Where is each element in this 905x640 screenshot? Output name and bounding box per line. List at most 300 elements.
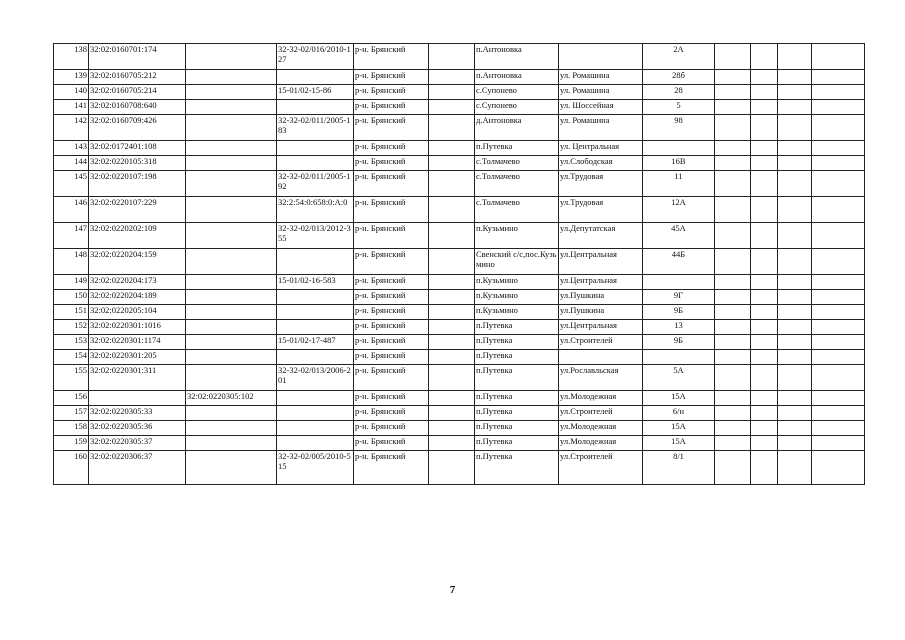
previous-number-cell — [186, 305, 277, 320]
registration-number-cell: 32-32-02/013/2012-355 — [277, 223, 354, 249]
row-number-cell: 138 — [54, 44, 89, 70]
previous-number-cell — [186, 249, 277, 275]
register-table — [53, 43, 865, 485]
house-number-cell: 28б — [643, 70, 715, 85]
blank-cell — [429, 115, 475, 141]
blank-cell — [751, 421, 778, 436]
row-number-cell: 144 — [54, 156, 89, 171]
blank-cell — [715, 350, 751, 365]
blank-cell — [751, 406, 778, 421]
previous-number-cell — [186, 115, 277, 141]
locality-cell: п.Путевка — [475, 350, 559, 365]
district-cell: р-н. Брянский — [354, 305, 429, 320]
blank-cell — [715, 44, 751, 70]
blank-cell — [778, 70, 812, 85]
blank-cell — [778, 275, 812, 290]
previous-number-cell — [186, 70, 277, 85]
row-number-cell: 151 — [54, 305, 89, 320]
blank-cell — [715, 290, 751, 305]
blank-cell — [751, 44, 778, 70]
blank-cell — [778, 350, 812, 365]
previous-number-cell — [186, 44, 277, 70]
cadastral-number-cell: 32:02:0160701:174 — [89, 44, 186, 70]
house-number-cell: 98 — [643, 115, 715, 141]
blank-cell — [812, 223, 865, 249]
blank-cell — [751, 350, 778, 365]
district-cell: р-н. Брянский — [354, 391, 429, 406]
street-cell: ул.Строителей — [559, 406, 643, 421]
blank-cell — [715, 70, 751, 85]
register-table-body — [54, 44, 865, 485]
blank-cell — [429, 421, 475, 436]
table-row — [54, 275, 865, 290]
locality-cell: п.Путевка — [475, 421, 559, 436]
street-cell: ул. Ромашина — [559, 70, 643, 85]
blank-cell — [715, 365, 751, 391]
table-row — [54, 156, 865, 171]
blank-cell — [429, 44, 475, 70]
cadastral-number-cell: 32:02:0220105:318 — [89, 156, 186, 171]
cadastral-number-cell: 32:02:0220202:109 — [89, 223, 186, 249]
blank-cell — [812, 85, 865, 100]
house-number-cell: 5 — [643, 100, 715, 115]
cadastral-number-cell: 32:02:0220205:104 — [89, 305, 186, 320]
previous-number-cell — [186, 350, 277, 365]
blank-cell — [812, 115, 865, 141]
blank-cell — [751, 100, 778, 115]
locality-cell: п.Путевка — [475, 451, 559, 485]
street-cell: ул.Центральная — [559, 275, 643, 290]
blank-cell — [715, 115, 751, 141]
previous-number-cell — [186, 223, 277, 249]
blank-cell — [778, 305, 812, 320]
blank-cell — [751, 156, 778, 171]
district-cell: р-н. Брянский — [354, 451, 429, 485]
blank-cell — [751, 451, 778, 485]
blank-cell — [812, 421, 865, 436]
house-number-cell: 9Б — [643, 305, 715, 320]
previous-number-cell — [186, 365, 277, 391]
house-number-cell: 11 — [643, 171, 715, 197]
table-row — [54, 171, 865, 197]
blank-cell — [812, 171, 865, 197]
street-cell: ул.Депутатская — [559, 223, 643, 249]
blank-cell — [812, 406, 865, 421]
street-cell: ул.Рославльская — [559, 365, 643, 391]
cadastral-number-cell: 32:02:0220301:311 — [89, 365, 186, 391]
table-row — [54, 100, 865, 115]
blank-cell — [751, 275, 778, 290]
blank-cell — [812, 436, 865, 451]
row-number-cell: 146 — [54, 197, 89, 223]
registration-number-cell — [277, 141, 354, 156]
blank-cell — [715, 171, 751, 197]
blank-cell — [778, 100, 812, 115]
cadastral-number-cell: 32:02:0160705:214 — [89, 85, 186, 100]
table-row — [54, 305, 865, 320]
row-number-cell: 159 — [54, 436, 89, 451]
cadastral-number-cell: 32:02:0220301:1174 — [89, 335, 186, 350]
blank-cell — [429, 320, 475, 335]
blank-cell — [812, 141, 865, 156]
locality-cell: с.Толмачево — [475, 197, 559, 223]
table-row — [54, 197, 865, 223]
table-row — [54, 436, 865, 451]
cadastral-number-cell: 32:02:0220301:1016 — [89, 320, 186, 335]
blank-cell — [812, 320, 865, 335]
row-number-cell: 143 — [54, 141, 89, 156]
blank-cell — [429, 156, 475, 171]
previous-number-cell — [186, 171, 277, 197]
blank-cell — [751, 115, 778, 141]
street-cell: ул.Трудовая — [559, 197, 643, 223]
district-cell: р-н. Брянский — [354, 44, 429, 70]
blank-cell — [812, 100, 865, 115]
street-cell — [559, 44, 643, 70]
blank-cell — [429, 275, 475, 290]
street-cell: ул.Слободская — [559, 156, 643, 171]
street-cell: ул. Шоссейная — [559, 100, 643, 115]
blank-cell — [429, 365, 475, 391]
blank-cell — [778, 290, 812, 305]
blank-cell — [715, 305, 751, 320]
cadastral-number-cell: 32:02:0220301:205 — [89, 350, 186, 365]
blank-cell — [778, 85, 812, 100]
previous-number-cell — [186, 156, 277, 171]
registration-number-cell: 32-32-02/013/2006-201 — [277, 365, 354, 391]
blank-cell — [778, 335, 812, 350]
blank-cell — [429, 305, 475, 320]
locality-cell: с.Супонево — [475, 85, 559, 100]
house-number-cell: 12А — [643, 197, 715, 223]
blank-cell — [429, 335, 475, 350]
district-cell: р-н. Брянский — [354, 275, 429, 290]
table-row — [54, 249, 865, 275]
table-row — [54, 70, 865, 85]
previous-number-cell — [186, 197, 277, 223]
row-number-cell: 139 — [54, 70, 89, 85]
house-number-cell: 9Г — [643, 290, 715, 305]
blank-cell — [751, 249, 778, 275]
row-number-cell: 141 — [54, 100, 89, 115]
house-number-cell: 15А — [643, 391, 715, 406]
blank-cell — [715, 197, 751, 223]
previous-number-cell — [186, 275, 277, 290]
house-number-cell: 44Б — [643, 249, 715, 275]
house-number-cell: 13 — [643, 320, 715, 335]
row-number-cell: 153 — [54, 335, 89, 350]
table-row — [54, 406, 865, 421]
registration-number-cell — [277, 436, 354, 451]
registration-number-cell — [277, 305, 354, 320]
blank-cell — [751, 365, 778, 391]
registration-number-cell — [277, 156, 354, 171]
blank-cell — [751, 335, 778, 350]
row-number-cell: 148 — [54, 249, 89, 275]
blank-cell — [751, 141, 778, 156]
cadastral-number-cell — [89, 391, 186, 406]
cadastral-number-cell: 32:02:0220107:229 — [89, 197, 186, 223]
registration-number-cell: 32-32-02/011/2005-192 — [277, 171, 354, 197]
blank-cell — [778, 249, 812, 275]
table-row — [54, 44, 865, 70]
blank-cell — [751, 171, 778, 197]
street-cell: ул.Центральная — [559, 249, 643, 275]
locality-cell: п.Путевка — [475, 406, 559, 421]
blank-cell — [715, 451, 751, 485]
blank-cell — [429, 197, 475, 223]
row-number-cell: 154 — [54, 350, 89, 365]
street-cell: ул.Строителей — [559, 451, 643, 485]
blank-cell — [715, 223, 751, 249]
district-cell: р-н. Брянский — [354, 85, 429, 100]
table-row — [54, 391, 865, 406]
locality-cell: п.Путевка — [475, 436, 559, 451]
street-cell: ул.Молодежная — [559, 436, 643, 451]
blank-cell — [751, 320, 778, 335]
blank-cell — [812, 44, 865, 70]
cadastral-number-cell: 32:02:0220204:173 — [89, 275, 186, 290]
blank-cell — [751, 305, 778, 320]
table-row — [54, 320, 865, 335]
blank-cell — [778, 451, 812, 485]
blank-cell — [778, 115, 812, 141]
blank-cell — [812, 451, 865, 485]
cadastral-number-cell: 32:02:0172401:108 — [89, 141, 186, 156]
row-number-cell: 156 — [54, 391, 89, 406]
blank-cell — [715, 100, 751, 115]
blank-cell — [812, 275, 865, 290]
registration-number-cell — [277, 350, 354, 365]
cadastral-number-cell: 32:02:0220305:37 — [89, 436, 186, 451]
cadastral-number-cell: 32:02:0220305:33 — [89, 406, 186, 421]
district-cell: р-н. Брянский — [354, 320, 429, 335]
blank-cell — [429, 85, 475, 100]
row-number-cell: 160 — [54, 451, 89, 485]
district-cell: р-н. Брянский — [354, 156, 429, 171]
table-row — [54, 223, 865, 249]
blank-cell — [812, 290, 865, 305]
street-cell: ул. Ромашина — [559, 85, 643, 100]
registration-number-cell: 15-01/02-17-487 — [277, 335, 354, 350]
blank-cell — [751, 70, 778, 85]
page-number: 7 — [449, 584, 456, 596]
blank-cell — [429, 436, 475, 451]
registration-number-cell — [277, 421, 354, 436]
street-cell: ул.Трудовая — [559, 171, 643, 197]
table-row — [54, 350, 865, 365]
blank-cell — [429, 70, 475, 85]
blank-cell — [812, 70, 865, 85]
blank-cell — [778, 156, 812, 171]
blank-cell — [715, 275, 751, 290]
house-number-cell: 45А — [643, 223, 715, 249]
blank-cell — [812, 335, 865, 350]
cadastral-number-cell: 32:02:0220305:36 — [89, 421, 186, 436]
row-number-cell: 142 — [54, 115, 89, 141]
registration-number-cell — [277, 249, 354, 275]
locality-cell: с.Толмачево — [475, 156, 559, 171]
table-row — [54, 421, 865, 436]
row-number-cell: 140 — [54, 85, 89, 100]
blank-cell — [778, 223, 812, 249]
locality-cell: п.Путевка — [475, 391, 559, 406]
district-cell: р-н. Брянский — [354, 70, 429, 85]
registration-number-cell — [277, 391, 354, 406]
blank-cell — [778, 421, 812, 436]
registration-number-cell — [277, 100, 354, 115]
row-number-cell: 150 — [54, 290, 89, 305]
blank-cell — [715, 421, 751, 436]
cadastral-number-cell: 32:02:0220107:198 — [89, 171, 186, 197]
previous-number-cell: 32:02:0220305:102 — [186, 391, 277, 406]
blank-cell — [429, 451, 475, 485]
registration-number-cell: 32-32-02/011/2005-183 — [277, 115, 354, 141]
district-cell: р-н. Брянский — [354, 365, 429, 391]
previous-number-cell — [186, 421, 277, 436]
blank-cell — [778, 44, 812, 70]
district-cell: р-н. Брянский — [354, 171, 429, 197]
row-number-cell: 147 — [54, 223, 89, 249]
previous-number-cell — [186, 451, 277, 485]
locality-cell: Свенский с/с,пос.Кузьмино — [475, 249, 559, 275]
street-cell: ул.Пушкина — [559, 305, 643, 320]
table-row — [54, 290, 865, 305]
street-cell — [559, 350, 643, 365]
row-number-cell: 149 — [54, 275, 89, 290]
street-cell: ул. Центральная — [559, 141, 643, 156]
locality-cell: с.Супонево — [475, 100, 559, 115]
house-number-cell: 16В — [643, 156, 715, 171]
cadastral-number-cell: 32:02:0220204:159 — [89, 249, 186, 275]
table-row — [54, 335, 865, 350]
house-number-cell: 28 — [643, 85, 715, 100]
registration-number-cell: 32-32-02/005/2010-515 — [277, 451, 354, 485]
blank-cell — [812, 391, 865, 406]
blank-cell — [778, 365, 812, 391]
blank-cell — [812, 197, 865, 223]
locality-cell: п.Антоновка — [475, 70, 559, 85]
district-cell: р-н. Брянский — [354, 290, 429, 305]
street-cell: ул.Строителей — [559, 335, 643, 350]
blank-cell — [751, 290, 778, 305]
district-cell: р-н. Брянский — [354, 100, 429, 115]
street-cell: ул.Молодежная — [559, 391, 643, 406]
table-row — [54, 115, 865, 141]
registration-number-cell: 15-01/02-15-86 — [277, 85, 354, 100]
locality-cell: п.Кузьмино — [475, 223, 559, 249]
street-cell: ул.Молодежная — [559, 421, 643, 436]
blank-cell — [812, 156, 865, 171]
previous-number-cell — [186, 320, 277, 335]
registration-number-cell — [277, 290, 354, 305]
blank-cell — [715, 141, 751, 156]
house-number-cell: 2А — [643, 44, 715, 70]
cadastral-number-cell: 32:02:0160705:212 — [89, 70, 186, 85]
house-number-cell — [643, 141, 715, 156]
locality-cell: д.Антоновка — [475, 115, 559, 141]
street-cell: ул.Пушкина — [559, 290, 643, 305]
cadastral-number-cell: 32:02:0160708:640 — [89, 100, 186, 115]
district-cell: р-н. Брянский — [354, 421, 429, 436]
blank-cell — [715, 335, 751, 350]
locality-cell: п.Кузьмино — [475, 290, 559, 305]
blank-cell — [429, 141, 475, 156]
blank-cell — [715, 249, 751, 275]
locality-cell: п.Антоновка — [475, 44, 559, 70]
registration-number-cell — [277, 406, 354, 421]
house-number-cell — [643, 350, 715, 365]
previous-number-cell — [186, 85, 277, 100]
blank-cell — [429, 290, 475, 305]
table-row — [54, 451, 865, 485]
locality-cell: п.Путевка — [475, 320, 559, 335]
house-number-cell: 15А — [643, 421, 715, 436]
blank-cell — [751, 85, 778, 100]
blank-cell — [715, 436, 751, 451]
previous-number-cell — [186, 436, 277, 451]
district-cell: р-н. Брянский — [354, 335, 429, 350]
locality-cell: п.Путевка — [475, 365, 559, 391]
row-number-cell: 157 — [54, 406, 89, 421]
blank-cell — [812, 365, 865, 391]
blank-cell — [751, 223, 778, 249]
previous-number-cell — [186, 406, 277, 421]
locality-cell: п.Кузьмино — [475, 305, 559, 320]
previous-number-cell — [186, 141, 277, 156]
blank-cell — [429, 249, 475, 275]
registration-number-cell: 32:2:54:0:658:0:А:0 — [277, 197, 354, 223]
blank-cell — [778, 391, 812, 406]
cadastral-number-cell: 32:02:0220204:189 — [89, 290, 186, 305]
blank-cell — [778, 406, 812, 421]
previous-number-cell — [186, 335, 277, 350]
district-cell: р-н. Брянский — [354, 406, 429, 421]
blank-cell — [812, 305, 865, 320]
street-cell: ул. Ромашина — [559, 115, 643, 141]
blank-cell — [751, 436, 778, 451]
blank-cell — [778, 171, 812, 197]
blank-cell — [429, 223, 475, 249]
blank-cell — [778, 141, 812, 156]
district-cell: р-н. Брянский — [354, 249, 429, 275]
previous-number-cell — [186, 290, 277, 305]
blank-cell — [429, 391, 475, 406]
row-number-cell: 155 — [54, 365, 89, 391]
blank-cell — [751, 391, 778, 406]
cadastral-number-cell: 32:02:0220306:37 — [89, 451, 186, 485]
district-cell: р-н. Брянский — [354, 197, 429, 223]
blank-cell — [715, 85, 751, 100]
district-cell: р-н. Брянский — [354, 141, 429, 156]
district-cell: р-н. Брянский — [354, 350, 429, 365]
previous-number-cell — [186, 100, 277, 115]
house-number-cell: 15А — [643, 436, 715, 451]
blank-cell — [778, 197, 812, 223]
row-number-cell: 158 — [54, 421, 89, 436]
registration-number-cell: 32-32-02/016/2010-127 — [277, 44, 354, 70]
blank-cell — [778, 320, 812, 335]
blank-cell — [812, 350, 865, 365]
blank-cell — [429, 171, 475, 197]
blank-cell — [778, 436, 812, 451]
blank-cell — [429, 406, 475, 421]
blank-cell — [812, 249, 865, 275]
cadastral-number-cell: 32:02:0160709:426 — [89, 115, 186, 141]
table-row — [54, 85, 865, 100]
blank-cell — [715, 391, 751, 406]
house-number-cell: 6/н — [643, 406, 715, 421]
